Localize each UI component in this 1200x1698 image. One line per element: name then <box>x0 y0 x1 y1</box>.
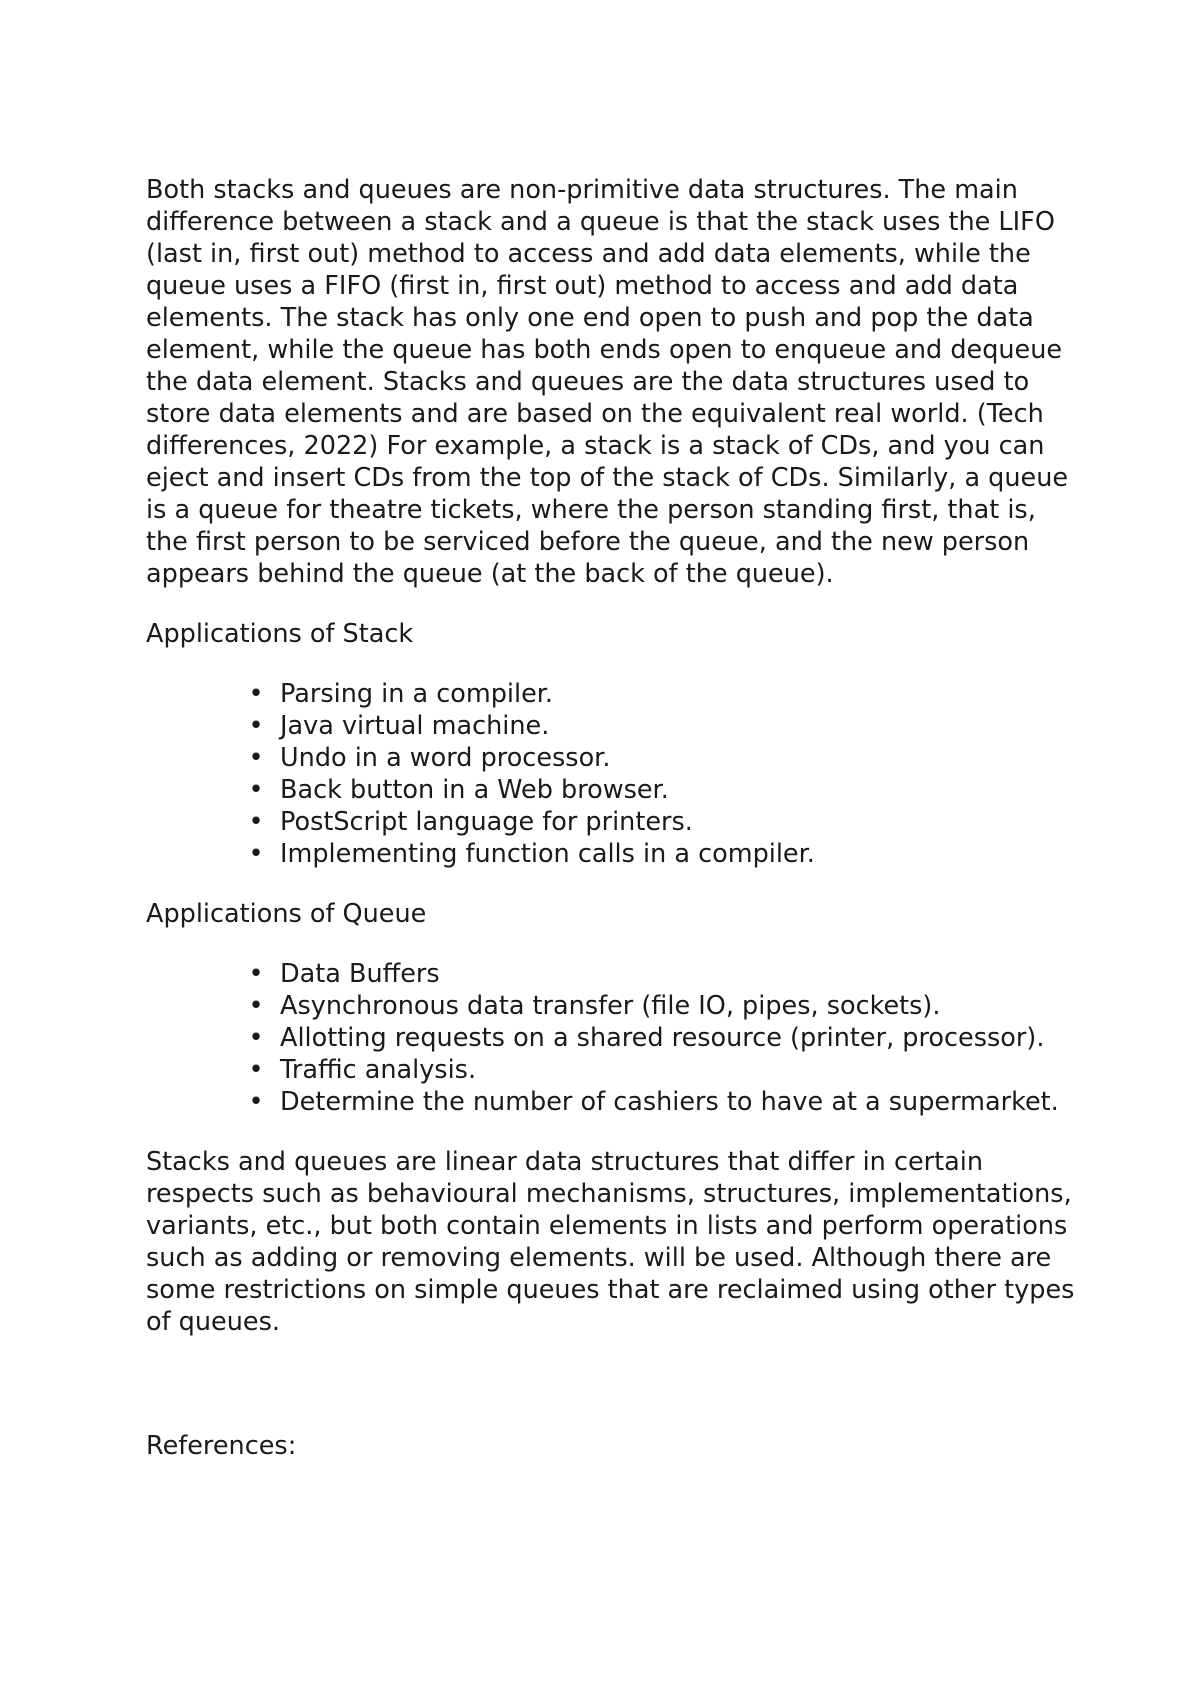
list-item-text: Java virtual machine. <box>280 711 550 741</box>
list-item <box>248 678 1076 710</box>
queue-applications-list <box>146 958 1076 1118</box>
list-item <box>248 958 1076 990</box>
bullet-icon: • <box>248 991 264 1021</box>
queue-applications-heading: Applications of Queue <box>146 899 427 929</box>
intro-paragraph: Both stacks and queues are non-primitive data structures. The main difference between a stack and a queue is that the stack uses the LIFO (last in, first out) method to access and add data elements, while the queue uses a FIFO (first in, first out) method to access and add data elements. The stack has only one end open to push and pop the data element, while the queue has both ends open to enqueue and dequeue the data element. Stacks and queues are the data structures used to store data elements and are based on the equivalent real world. (Tech differences, 2022) For example, a stack is a stack of CDs, and you can eject and insert CDs from the top of the stack of CDs. Similarly, a queue is a queue for theatre tickets, where the person standing first, that is, the first person to be serviced before the queue, and the new person appears behind the queue (at the back of the queue). <box>146 175 1069 589</box>
bullet-icon: • <box>248 775 264 805</box>
list-item <box>248 1086 1076 1118</box>
bullet-icon: • <box>248 711 264 741</box>
stack-applications-list <box>146 678 1076 870</box>
list-item-text: Allotting requests on a shared resource (printer, processor). <box>280 1023 1045 1053</box>
list-item <box>248 838 1076 870</box>
references-heading: References: <box>146 1431 297 1461</box>
list-item-text: Traffic analysis. <box>280 1055 477 1085</box>
list-item-text: Implementing function calls in a compiler. <box>280 839 815 869</box>
list-item <box>248 710 1076 742</box>
list-item-text: Data Buffers <box>280 959 440 989</box>
list-item <box>248 1054 1076 1086</box>
list-item <box>248 774 1076 806</box>
list-item <box>248 742 1076 774</box>
bullet-icon: • <box>248 1023 264 1053</box>
bullet-icon: • <box>248 743 264 773</box>
closing-paragraph: Stacks and queues are linear data structures that differ in certain respects such as behavioural mechanisms, structures, implementations, variants, etc., but both contain elements in lists and perform operations such as adding or removing elements. will be used. Although there are some restrictions on simple queues that are reclaimed using other types of queues. <box>146 1147 1075 1337</box>
list-item-text: Back button in a Web browser. <box>280 775 669 805</box>
bullet-icon: • <box>248 807 264 837</box>
bullet-icon: • <box>248 679 264 709</box>
bullet-icon: • <box>248 1055 264 1085</box>
list-item <box>248 990 1076 1022</box>
bullet-icon: • <box>248 839 264 869</box>
stack-applications-heading: Applications of Stack <box>146 619 414 649</box>
list-item-text: Undo in a word processor. <box>280 743 611 773</box>
list-item-text: Asynchronous data transfer (file IO, pipes, sockets). <box>280 991 941 1021</box>
list-item-text: Parsing in a compiler. <box>280 679 554 709</box>
list-item <box>248 806 1076 838</box>
list-item-text: Determine the number of cashiers to have at a supermarket. <box>280 1087 1059 1117</box>
bullet-icon: • <box>248 959 264 989</box>
list-item-text: PostScript language for printers. <box>280 807 693 837</box>
document-page <box>146 174 1076 1462</box>
bullet-icon: • <box>248 1087 264 1117</box>
list-item <box>248 1022 1076 1054</box>
